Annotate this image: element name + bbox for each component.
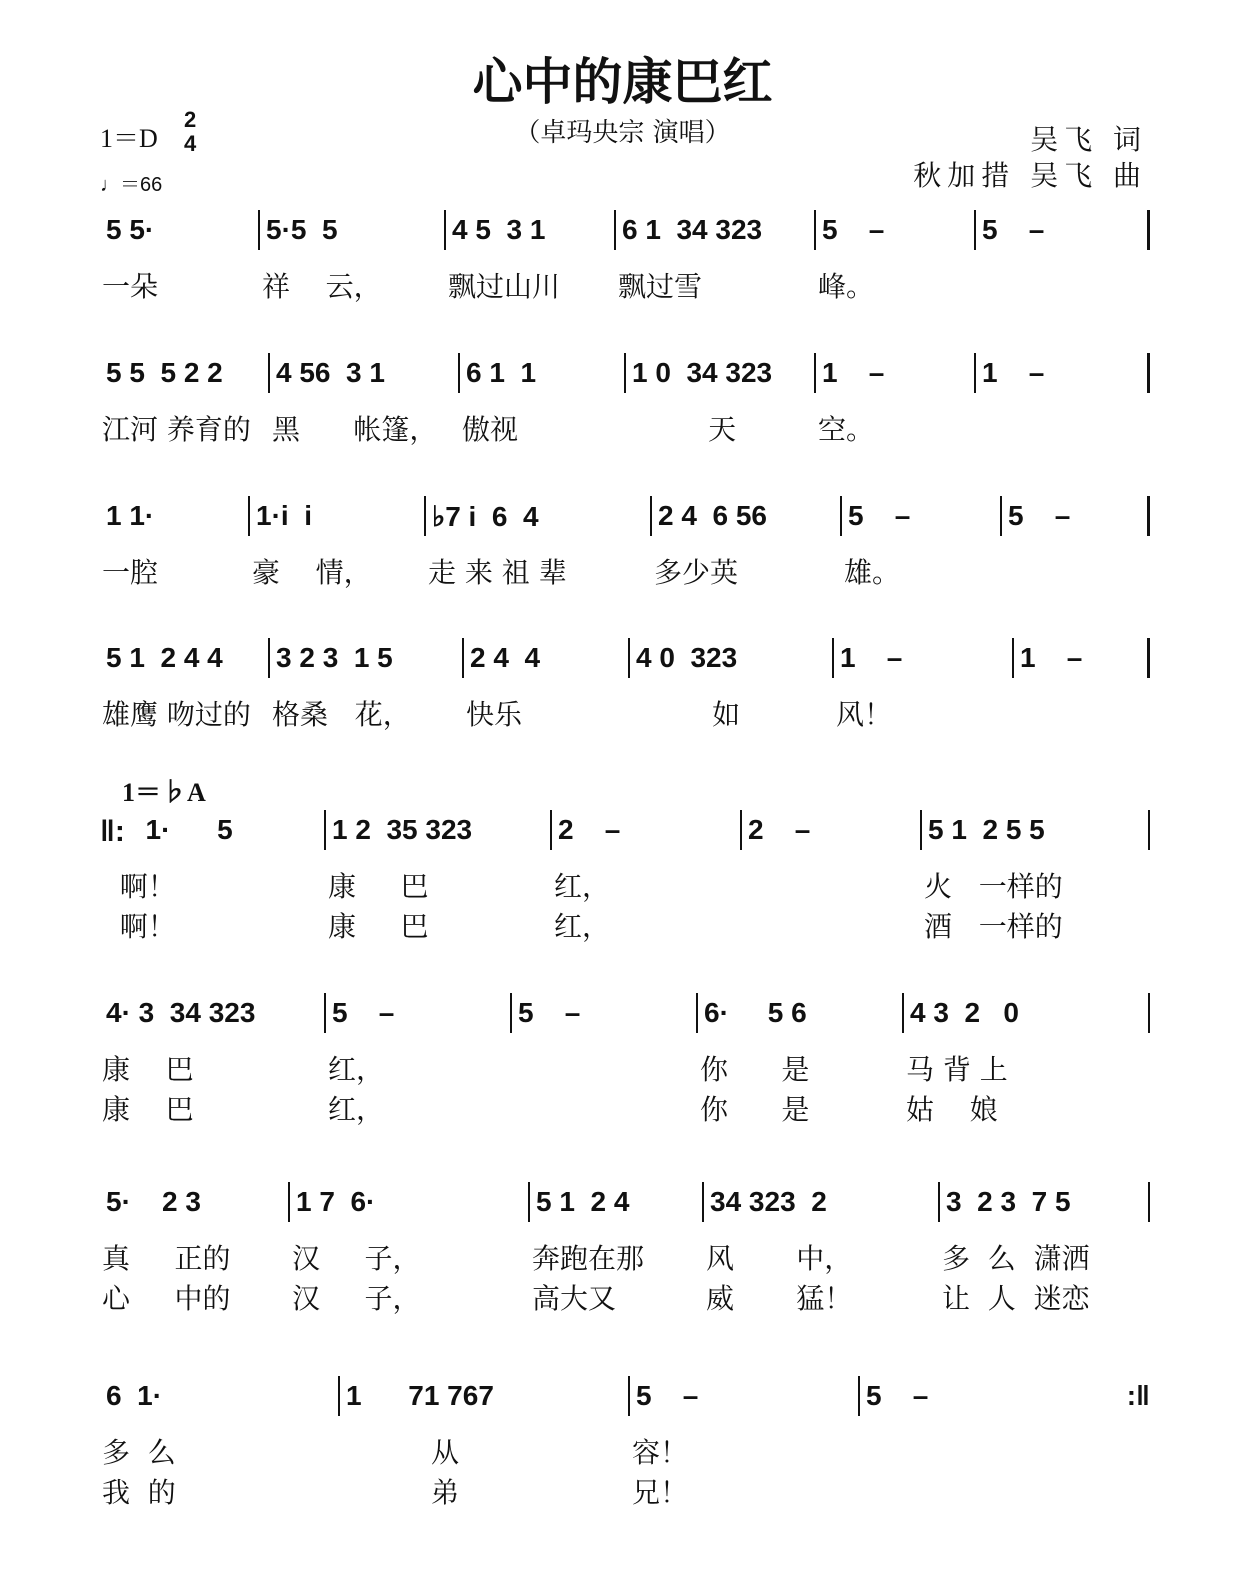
lyric: 祥 云，: [262, 270, 382, 303]
notes-row: [100, 810, 1150, 850]
measure-notes: 2 4 6 56: [658, 500, 767, 531]
notes-row: [100, 993, 1150, 1033]
repeat-start: ‖:: [100, 815, 125, 848]
measure: [698, 993, 904, 1033]
measure-notes: 5 –: [518, 997, 581, 1028]
lyrics-verse-1: [100, 265, 1150, 305]
measure-notes: 4 0 323: [636, 642, 738, 673]
song-title: 心中的康巴红: [472, 53, 773, 111]
measure-notes: 5 1 2 4: [536, 1186, 630, 1217]
time-top: 2: [184, 107, 197, 132]
lyric: 江河 养育的: [102, 413, 251, 446]
measure: [816, 353, 976, 393]
measure-notes: 5 –: [982, 214, 1045, 245]
system-8: [100, 1376, 1150, 1511]
measure: [512, 993, 698, 1033]
measure: [704, 1182, 940, 1222]
measure: [860, 1376, 1150, 1416]
measure: [100, 993, 326, 1033]
measure-notes: 2 4 4: [470, 642, 541, 673]
measure-notes: 5 1 2 4 4: [106, 642, 223, 673]
system-5: [100, 810, 1150, 945]
lyric: 峰。: [818, 270, 875, 303]
measure: [100, 638, 270, 678]
measure-notes: 5 5 5 2 2: [106, 357, 223, 388]
measure: [940, 1182, 1150, 1222]
measure: [530, 1182, 704, 1222]
measure: [652, 496, 842, 536]
repeat-end: :‖: [1126, 1380, 1150, 1411]
measure-notes: 1·i i: [256, 500, 313, 531]
lyric: 红，: [554, 870, 611, 903]
lyric: 威 猛！: [706, 1282, 853, 1315]
lyric: 多少英: [654, 556, 739, 589]
measure: [976, 210, 1150, 250]
lyrics-verse-1: [100, 1237, 1150, 1277]
lyric: 红，: [328, 1093, 385, 1126]
measure: [630, 1376, 860, 1416]
measure: [100, 496, 250, 536]
measure-notes: 5 –: [332, 997, 395, 1028]
lyric: 空。: [818, 413, 875, 446]
notes-row: [100, 638, 1150, 678]
measure: [340, 1376, 630, 1416]
measure: [100, 1182, 290, 1222]
measure-notes: 34 323 2: [710, 1186, 827, 1217]
lyrics-verse-2: [100, 1088, 1150, 1128]
measure: [270, 353, 460, 393]
measure: [326, 993, 512, 1033]
measure-notes: 5 5·: [106, 214, 155, 245]
measure-notes: 1 –: [840, 642, 903, 673]
lyric: 风！: [836, 698, 893, 731]
lyric: 豪 情，: [252, 556, 372, 589]
time-bottom: 4: [184, 131, 197, 156]
measure: [260, 210, 446, 250]
measure: [100, 1376, 340, 1416]
measure: [100, 810, 326, 850]
measure-notes: 5 –: [636, 1380, 699, 1411]
measure-notes: 5·5 5: [266, 214, 338, 245]
lyric: 真 正的: [102, 1242, 231, 1275]
system-1: [100, 210, 1150, 305]
measure: [464, 638, 630, 678]
lyric: 雄鹰 吻过的: [102, 698, 251, 731]
measure: [446, 210, 616, 250]
measure: [426, 496, 652, 536]
measure: [100, 353, 270, 393]
lyric: 天: [628, 413, 737, 446]
measure: [270, 638, 464, 678]
notes-row: [100, 353, 1150, 393]
measure-notes: 5 –: [1008, 500, 1071, 531]
notes-row: [100, 496, 1150, 536]
measure: [626, 353, 816, 393]
measure-notes: 1 1·: [106, 500, 155, 531]
measure-notes: 1 0 34 323: [632, 357, 773, 388]
measure: [1014, 638, 1150, 678]
lyrics-verse-1: [100, 408, 1150, 448]
lyric: 康 巴: [102, 1093, 194, 1126]
measure-notes: 6 1 1: [466, 357, 537, 388]
measure-notes: 4· 3 34 323: [106, 997, 256, 1028]
system-4: [100, 638, 1150, 733]
lyrics-verse-1: [100, 1048, 1150, 1088]
measure: [842, 496, 1002, 536]
measure-notes: 3 2 3 7 5: [946, 1186, 1071, 1217]
lyric: 火 一样的: [924, 870, 1063, 903]
measure: [816, 210, 976, 250]
key-signature: 1＝D: [100, 124, 158, 153]
lyricist: 吴飞 词: [1030, 123, 1147, 156]
lyrics-verse-1: [100, 693, 1150, 733]
lyrics-verse-1: [100, 551, 1150, 591]
lyric: 黑 帐篷，: [272, 413, 438, 446]
measure: [976, 353, 1150, 393]
lyric: 汉 子，: [292, 1242, 421, 1275]
measure: [834, 638, 1014, 678]
lyric: 一朵: [102, 270, 159, 303]
key-change: 1＝♭A: [122, 778, 206, 807]
lyric: 风 中，: [706, 1242, 853, 1275]
measure-notes: 1 7 6·: [296, 1186, 376, 1217]
notes-row: [100, 210, 1150, 250]
lyric: 飘过雪: [618, 270, 703, 303]
lyric: 格桑 花，: [272, 698, 411, 731]
system-6: [100, 993, 1150, 1128]
lyric: 酒 一样的: [924, 910, 1063, 943]
system-3: [100, 496, 1150, 591]
measure-notes: 1 –: [822, 357, 885, 388]
measure: [460, 353, 626, 393]
lyric: 兄！: [632, 1476, 689, 1509]
performer: （卓玛央宗 演唱）: [514, 118, 731, 148]
lyric: 你 是: [700, 1093, 810, 1126]
measure-notes: 1 71 767: [346, 1380, 494, 1411]
measure-notes: 3 2 3 1 5: [276, 642, 393, 673]
lyric: 容！: [632, 1436, 689, 1469]
lyric: 我 的: [102, 1476, 176, 1509]
measure-notes: 1· 5: [130, 814, 233, 845]
lyric: 多 么: [102, 1436, 176, 1469]
lyric: 飘过山川: [448, 270, 561, 303]
measure-notes: 4 3 2 0: [910, 997, 1019, 1028]
measure-notes: 6 1·: [106, 1380, 163, 1411]
measure-notes: 5 1 2 5 5: [928, 814, 1045, 845]
lyric: 姑 娘: [906, 1093, 998, 1126]
lyric: 心 中的: [102, 1282, 231, 1315]
lyric: 弟: [342, 1476, 460, 1509]
measure: [290, 1182, 530, 1222]
measure-notes: 1 –: [1020, 642, 1083, 673]
time-signature: [184, 108, 196, 156]
measure: [100, 210, 260, 250]
lyric: 如: [632, 698, 741, 731]
lyric: 傲视: [462, 413, 519, 446]
measure-notes: 6· 5 6: [704, 997, 807, 1028]
lyric: 多 么 潇洒: [942, 1242, 1090, 1275]
system-2: [100, 353, 1150, 448]
lyric: 从: [342, 1436, 460, 1469]
lyric: 走 来 祖 辈: [428, 556, 567, 589]
measure: [742, 810, 922, 850]
measure-notes: 2 –: [558, 814, 621, 845]
lyrics-verse-2: [100, 1471, 1150, 1511]
composer: 秋加措 吴飞 曲: [913, 159, 1147, 192]
lyric: 让 人 迷恋: [942, 1282, 1090, 1315]
lyrics-verse-1: [100, 865, 1150, 905]
notes-row: [100, 1376, 1150, 1416]
measure-notes: 4 56 3 1: [276, 357, 385, 388]
lyric: 康 巴: [328, 870, 429, 903]
measure: [1002, 496, 1150, 536]
measure-notes: 5 –: [822, 214, 885, 245]
lyric: 红，: [328, 1053, 385, 1086]
lyrics-verse-2: [100, 905, 1150, 945]
lyric: 奔跑在那: [532, 1242, 645, 1275]
measure-notes: ♭7 i 6 4: [432, 500, 539, 532]
lyric: 啊！: [102, 870, 176, 903]
lyrics-verse-1: [100, 1431, 1150, 1471]
lyric: 你 是: [700, 1053, 810, 1086]
lyric: 马 背 上: [906, 1053, 1008, 1086]
measure-notes: 6 1 34 323: [622, 214, 763, 245]
measure: [616, 210, 816, 250]
measure: [630, 638, 834, 678]
lyric: 汉 子，: [292, 1282, 421, 1315]
lyric: 快乐: [466, 698, 523, 731]
lyric: 雄。: [844, 556, 901, 589]
lyric: 红，: [554, 910, 611, 943]
lyric: 啊！: [102, 910, 176, 943]
notes-row: [100, 1182, 1150, 1222]
lyric: 康 巴: [102, 1053, 194, 1086]
measure-notes: 1 –: [982, 357, 1045, 388]
measure: [552, 810, 742, 850]
measure-notes: 1 2 35 323: [332, 814, 473, 845]
lyric: 高大又: [532, 1282, 617, 1315]
measure: [922, 810, 1150, 850]
measure-notes: 2 –: [748, 814, 811, 845]
measure-notes: 5 –: [848, 500, 911, 531]
system-7: [100, 1182, 1150, 1317]
measure-notes: 5 –: [866, 1380, 929, 1411]
measure: [904, 993, 1150, 1033]
lyrics-verse-2: [100, 1277, 1150, 1317]
measure-notes: 4 5 3 1: [452, 214, 546, 245]
measure: [326, 810, 552, 850]
measure: [250, 496, 426, 536]
measure-notes: 5· 2 3: [106, 1186, 201, 1217]
lyric: 康 巴: [328, 910, 429, 943]
lyric: 一腔: [102, 556, 159, 589]
tempo-mark: ♩＝66: [100, 174, 163, 196]
